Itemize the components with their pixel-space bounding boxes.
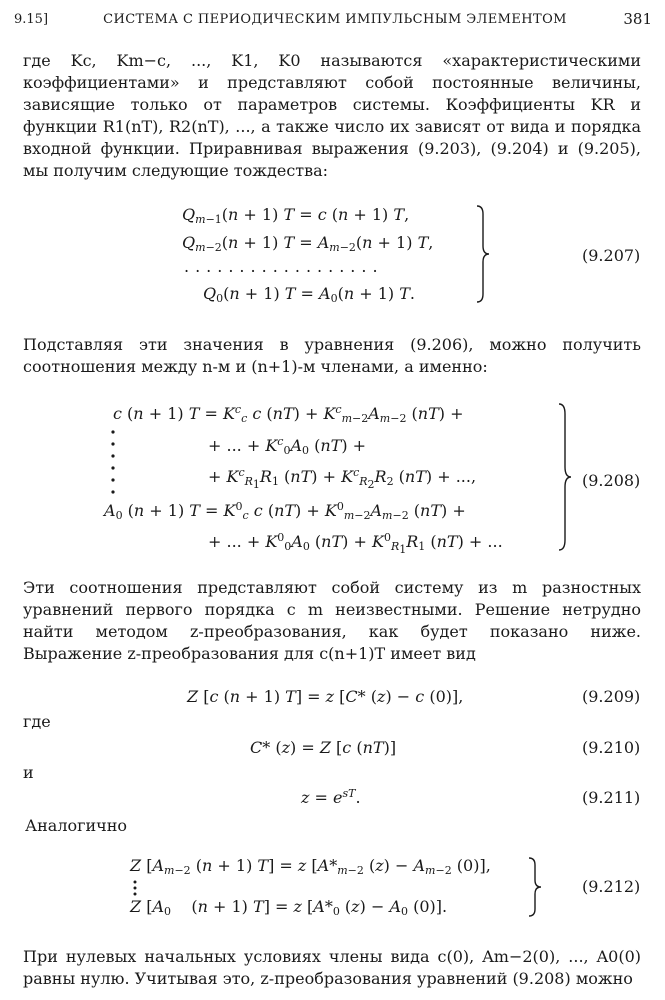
eq207-line-2: $Q_{m-2}(n + 1) T = A_{m-2}(n + 1)$ T, bbox=[182, 233, 434, 254]
paragraph-1-text: где Kc, Km−c, ..., K1, K0 называются «характеристическими коэффициентами» и представляют собой постоянные величины, зависящие только от параметров системы. Коэффициенты KR и функции R1(nT), R2(nT), ..., а также число их зависят от вида и порядка входной функции. Приравнивая выражения (9.203), (9.204) и (9.205), мы получим следующие тождества: bbox=[23, 51, 641, 180]
eq210: C* (z) = Z [c (nT)] bbox=[250, 738, 397, 757]
eq212-line-2: Z [$A_0$ (n + 1) T] = z [$A*_0$ $(z) - A_0$ (0)]. bbox=[130, 897, 448, 918]
eq207-line-1: $Q_{m-1}(n + 1) T = c$ (n + 1) T, bbox=[182, 205, 410, 226]
word-i: и bbox=[23, 763, 34, 782]
eq212-line-1: Z [$A_{m-2}$ (n + 1) T] = z [$A*_{m-2}$ $(z) - A_{m-2}$ (0)], bbox=[130, 856, 491, 877]
eq211-number: (9.211) bbox=[582, 788, 641, 807]
paragraph-2 bbox=[23, 334, 641, 378]
eq207-number: (9.207) bbox=[582, 246, 641, 265]
eq208-line-5: + ... + $K^0_0A_0$ $(nT) + K^0_{R_1}R_1$ (nT) + ... bbox=[208, 531, 503, 556]
eq208-line-4: $A_0$ (n + 1) $T = K^0_c$ c $(nT) + K^0_{m-2}A_{m-2}$ (nT) + bbox=[104, 500, 466, 522]
paragraph-3-text: Эти соотношения представляют собой систему из m разностных уравнений первого порядка с m неизвестными. Решение нетрудно найти методом z-преобразования, как будет показано ниже. Выражение z-преобразования для c(n+1)T имеет вид bbox=[23, 578, 641, 663]
paragraph-2-text: Подставляя эти значения в уравнения (9.206), можно получить соотношения между n-м и (n+1)-м членами, а именно: bbox=[23, 335, 641, 376]
eq208-line-2: + ... + $K^c_0A_0$ (nT) + bbox=[208, 435, 367, 457]
eq208-line-3: + $K^c_{R_1}R_1$ $(nT) + K^c_{R_2}R_2$ (nT) + ..., bbox=[208, 466, 477, 491]
eq208-vertical-dots bbox=[108, 427, 118, 497]
running-title: СИСТЕМА С ПЕРИОДИЧЕСКИМ ИМПУЛЬСНЫМ ЭЛЕМЕНТОМ bbox=[103, 12, 567, 27]
eq209-number: (9.209) bbox=[582, 687, 641, 706]
eq209: Z [c (n + 1) T] = z [C* (z) − c (0)], bbox=[187, 687, 464, 706]
word-analogichno: Аналогично bbox=[25, 816, 128, 835]
eq212-brace bbox=[526, 856, 546, 918]
section-number: 9.15] bbox=[14, 12, 49, 27]
paragraph-1 bbox=[23, 50, 641, 182]
paragraph-4-text: При нулевых начальных условиях члены вида c(0), Am−2(0), ..., A0(0) равны нулю. Учитывая это, z-преобразования уравнений (9.208) можно bbox=[23, 947, 641, 988]
page-number: 381 bbox=[623, 10, 652, 28]
eq207-dots: .................. bbox=[184, 257, 384, 276]
paragraph-3 bbox=[23, 577, 641, 665]
paragraph-4 bbox=[23, 946, 641, 990]
eq208-brace bbox=[556, 402, 576, 552]
eq211: $z = e^{sT}$. bbox=[301, 787, 361, 807]
word-gde: где bbox=[23, 712, 51, 731]
eq207-brace bbox=[474, 204, 494, 304]
eq208-number: (9.208) bbox=[582, 471, 641, 490]
eq212-vertical-dots bbox=[131, 878, 141, 898]
eq207-line-4: $Q_0(n + 1) T = A_0(n + 1)$ T. bbox=[203, 284, 416, 305]
running-header bbox=[12, 6, 658, 34]
eq208-line-1: c (n + 1) $T = K^c_c$ c $(nT) + K^c_{m-2}A_{m-2}$ (nT) + bbox=[113, 403, 464, 425]
eq210-number: (9.210) bbox=[582, 738, 641, 757]
eq212-number: (9.212) bbox=[582, 877, 641, 896]
